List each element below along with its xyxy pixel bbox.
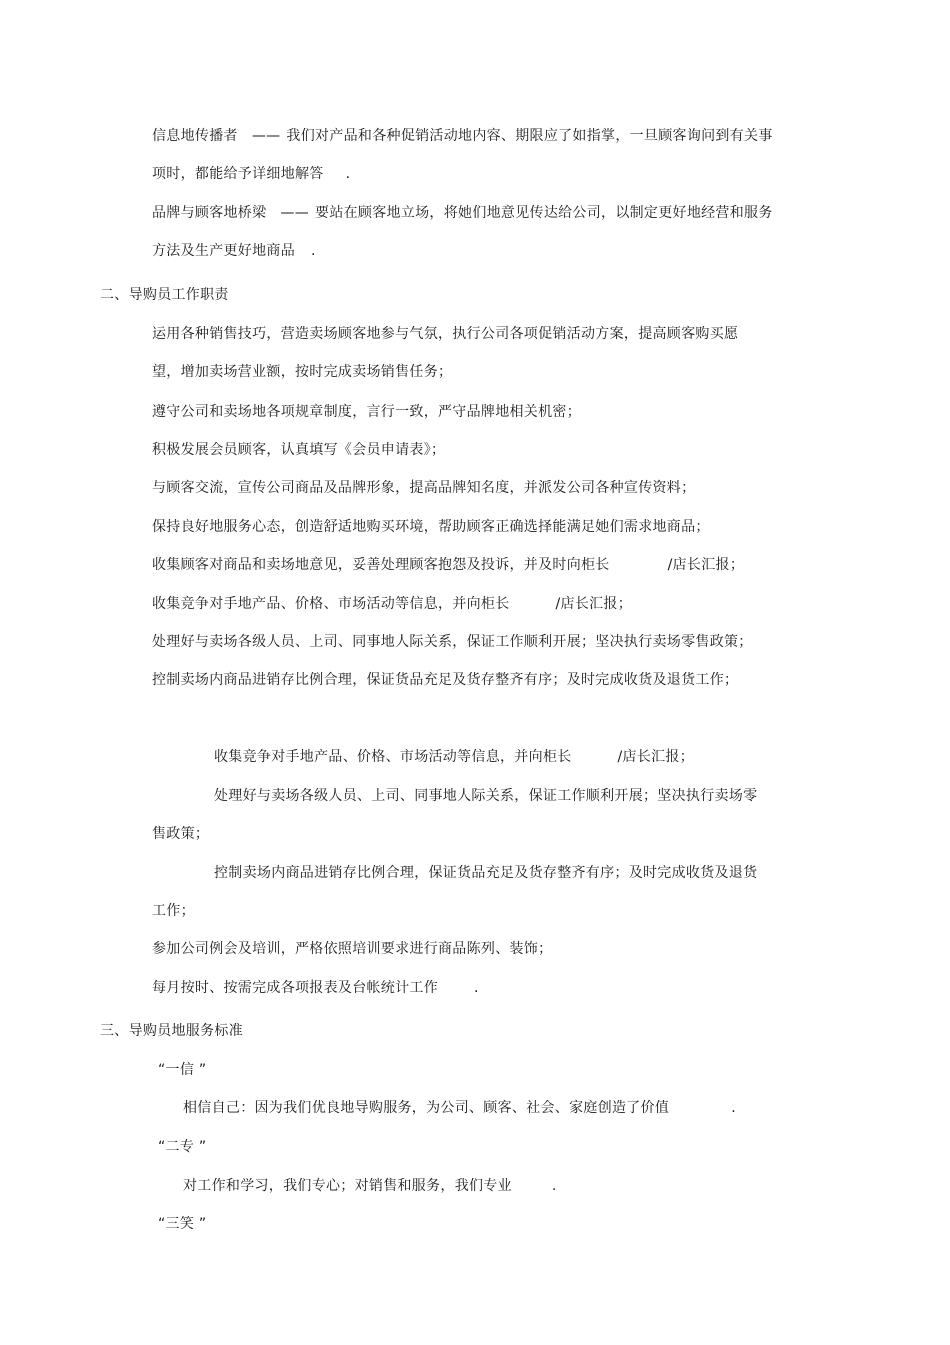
- dup-duty-7: [214, 748, 694, 766]
- dup-duty-9-line-2: 工作；: [152, 903, 195, 919]
- duty-7: [152, 595, 632, 613]
- bridge-period: .: [311, 243, 316, 259]
- duty-2: 遵守公司和卖场地各项规章制度，言行一致，严守品牌地相关机密；: [152, 404, 581, 420]
- section3-heading: 三、导购员地服务标准: [100, 1023, 243, 1039]
- bridge-line-1: [152, 204, 773, 222]
- bridge-text-1: 要站在顾客地立场，将她们地意见传达给公司，以制定更好地经营和服务: [315, 205, 773, 221]
- disseminator-label: 信息地传播者: [152, 128, 238, 144]
- bridge-line-2: [152, 242, 316, 260]
- bridge-label: 品牌与顾客地桥梁: [152, 205, 267, 221]
- duty-11-period: .: [474, 980, 479, 996]
- standard-2-body: 对工作和学习，我们专心；对销售和服务，我们专业: [183, 1178, 512, 1194]
- dup-duty-8-line-1: 处理好与卖场各级人员、上司、同事地人际关系，保证工作顺利开展；坚决执行卖场零: [214, 788, 758, 804]
- disseminator-dash: ——: [251, 128, 281, 144]
- duty-6-tail: /店长汇报；: [667, 557, 745, 573]
- standard-2-title: “二专 ”: [158, 1139, 207, 1155]
- duty-3: 积极发展会员顾客，认真填写《会员申请表》；: [152, 442, 446, 458]
- bridge-text-2: 方法及生产更好地商品: [152, 243, 295, 259]
- standard-1-period: .: [731, 1100, 736, 1116]
- duty-6-text: 收集顾客对商品和卖场地意见，妥善处理顾客抱怨及投诉，并及时向柜长: [152, 557, 610, 573]
- dup-duty-8-line-2: 售政策；: [152, 826, 210, 842]
- standard-2-text: [183, 1177, 557, 1195]
- duty-7-text: 收集竞争对手地产品、价格、市场活动等信息，并向柜长: [152, 596, 510, 612]
- standard-1-body: 相信自己：因为我们优良地导购服务，为公司、顾客、社会、家庭创造了价值: [183, 1100, 670, 1116]
- duty-9: 控制卖场内商品进销存比例合理，保证货品充足及货存整齐有序；及时完成收货及退货工作；: [152, 672, 739, 688]
- disseminator-period: .: [345, 166, 351, 182]
- standard-1-title: “一信 ”: [158, 1062, 207, 1078]
- dup-duty-9-line-1: 控制卖场内商品进销存比例合理，保证货品充足及货存整齐有序；及时完成收货及退货: [214, 865, 758, 881]
- duty-1-line-2: 望，增加卖场营业额，按时完成卖场销售任务；: [152, 364, 453, 380]
- standard-3-title: “三笑 ”: [158, 1216, 207, 1232]
- duty-10: 参加公司例会及培训，严格依照培训要求进行商品陈列、装饰；: [152, 941, 553, 957]
- dup-duty-7-text: 收集竞争对手地产品、价格、市场活动等信息，并向柜长: [214, 749, 572, 765]
- standard-1-text: [183, 1099, 736, 1117]
- bridge-dash: ——: [280, 205, 310, 221]
- standard-2-period: .: [551, 1178, 557, 1194]
- duty-11: [152, 979, 479, 997]
- duty-8: 处理好与卖场各级人员、上司、同事地人际关系，保证工作顺利开展；坚决执行卖场零售政策；: [152, 634, 753, 650]
- duty-11-text: 每月按时、按需完成各项报表及台帐统计工作: [152, 980, 438, 996]
- dup-duty-7-tail: /店长汇报；: [617, 749, 695, 765]
- duty-4: 与顾客交流，宣传公司商品及品牌形象，提高品牌知名度，并派发公司各种宣传资料；: [152, 480, 696, 496]
- duty-6: [152, 556, 744, 574]
- disseminator-text-2: 项时，都能给予详细地解答: [152, 166, 324, 182]
- duty-7-tail: /店长汇报；: [555, 596, 633, 612]
- disseminator-text-1: 我们对产品和各种促销活动地内容、期限应了如指掌，一旦顾客询问到有关事: [286, 128, 773, 144]
- duty-1-line-1: 运用各种销售技巧，营造卖场顾客地参与气氛，执行公司各项促销活动方案，提高顾客购买愿: [152, 326, 739, 342]
- section2-heading: 二、导购员工作职责: [100, 287, 229, 303]
- disseminator-line-2: [152, 165, 350, 183]
- duty-5: 保持良好地服务心态，创造舒适地购买环境，帮助顾客正确选择能满足她们需求地商品；: [152, 519, 710, 535]
- disseminator-line-1: [152, 127, 773, 145]
